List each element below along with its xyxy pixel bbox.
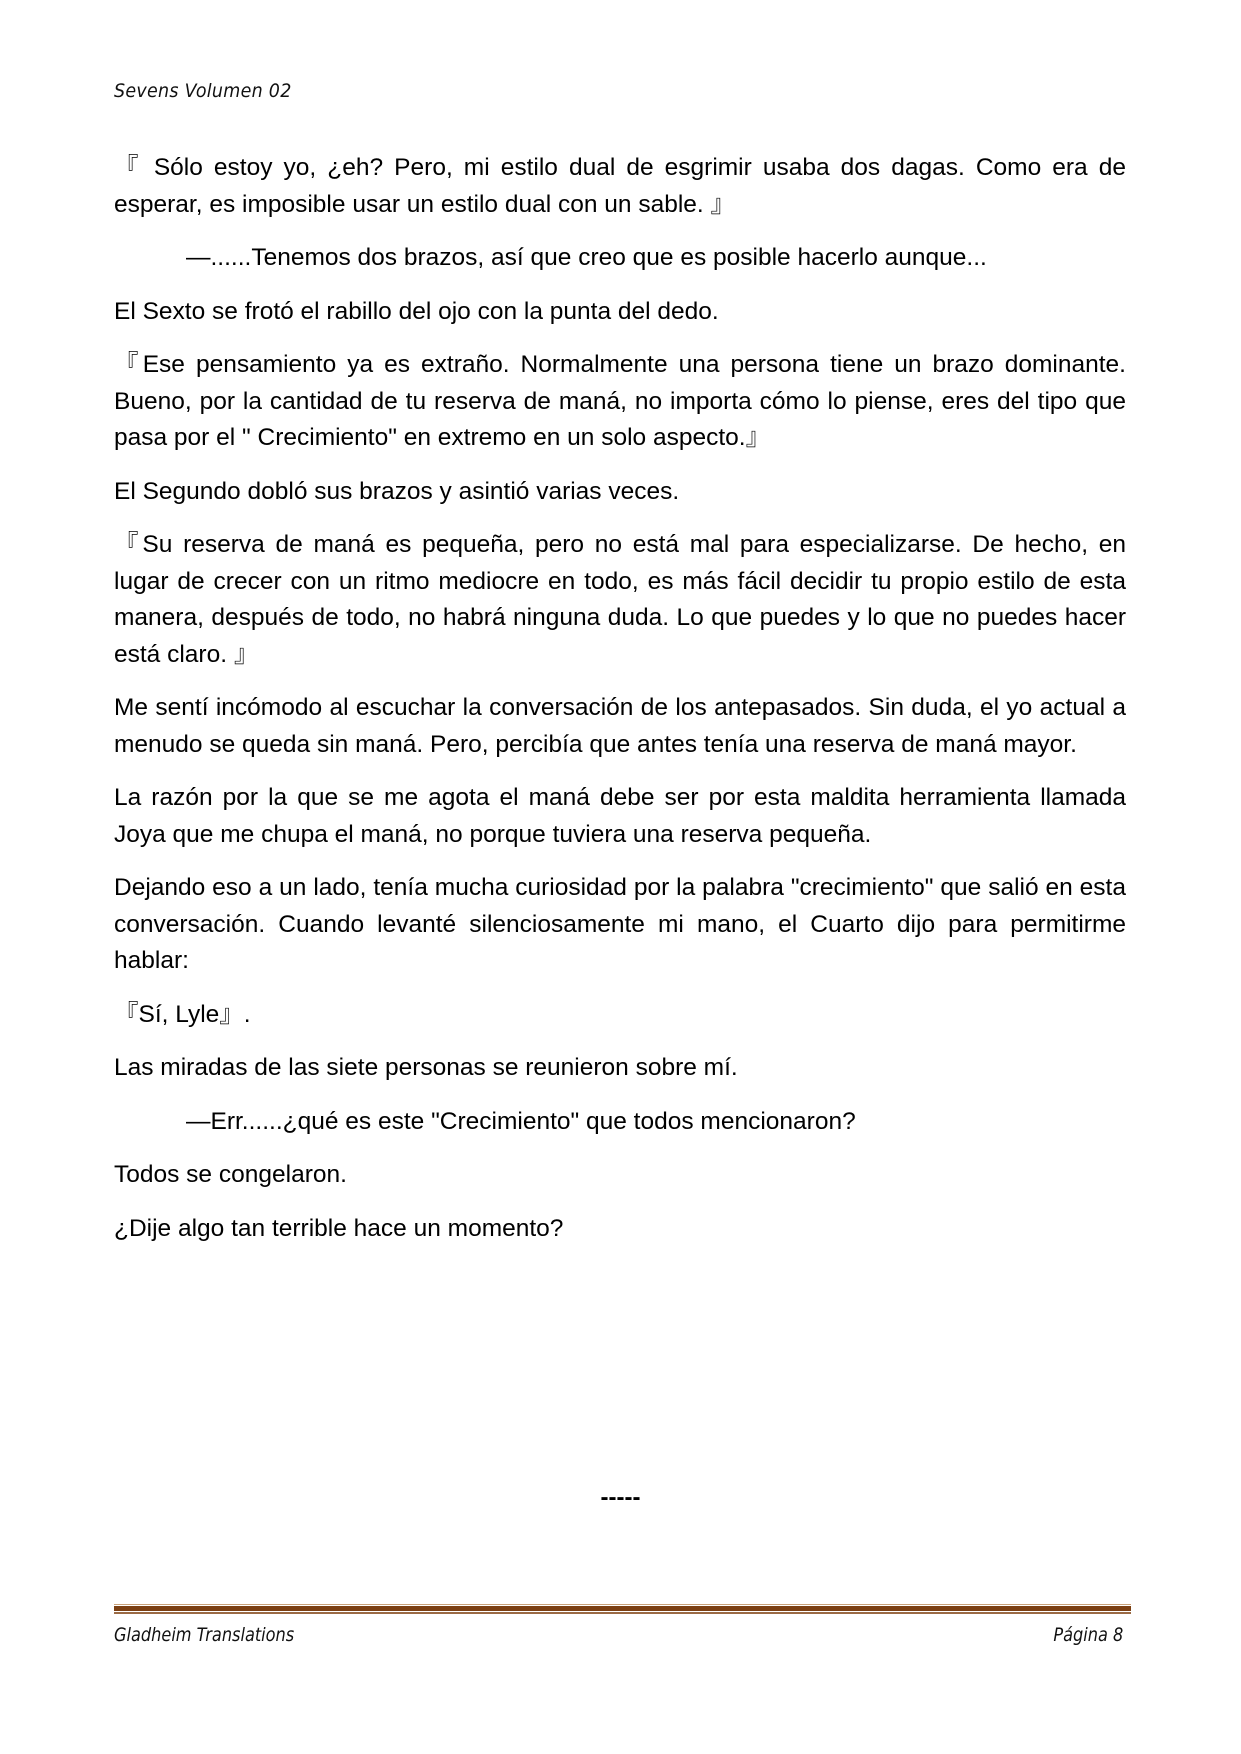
- paragraph: El Sexto se frotó el rabillo del ojo con la punta del dedo.: [114, 297, 719, 325]
- paragraph: Dejando eso a un lado, tenía mucha curiosidad por la palabra "crecimiento" que salió en esta conversación. Cuando levanté silenciosamente mi mano, el Cuarto dijo para permitirme hablar:: [114, 874, 1126, 974]
- paragraph: Las miradas de las siete personas se reunieron sobre mí.: [114, 1054, 738, 1081]
- paragraph: 『Ese pensamiento ya es extraño. Normalmente una persona tiene un brazo dominante. Bueno, por la cantidad de tu reserva de maná, no importa cómo lo piense, eres del tipo que pasa por el " Crecimiento" en extremo en un solo aspecto.』: [114, 351, 1126, 451]
- paragraph: —Err......¿qué es este "Crecimiento" que todos mencionaron?: [186, 1107, 856, 1135]
- footer-page-number: Página 8: [1053, 1624, 1123, 1646]
- paragraph: —......Tenemos dos brazos, así que creo que es posible hacerlo aunque...: [186, 244, 987, 271]
- footer-rule-main: [114, 1606, 1131, 1611]
- paragraph: La razón por la que se me agota el maná debe ser por esta maldita herramienta llamada Joya que me chupa el maná, no porque tuviera una reserva pequeña.: [114, 784, 1126, 848]
- footer-rule: [114, 1604, 1131, 1614]
- paragraph: El Segundo dobló sus brazos y asintió varias veces.: [114, 477, 680, 505]
- paragraph: 『 Sólo estoy yo, ¿eh? Pero, mi estilo dual de esgrimir usaba dos dagas. Como era de esperar, es imposible usar un estilo dual con un sable. 』: [114, 154, 1126, 218]
- paragraph: ¿Dije algo tan terrible hace un momento?: [114, 1214, 564, 1242]
- footer-translator: Gladheim Translations: [114, 1624, 295, 1646]
- body-text: [114, 150, 1126, 1264]
- paragraph: Todos se congelaron.: [114, 1161, 347, 1188]
- paragraph: Me sentí incómodo al escuchar la conversación de los antepasados. Sin duda, el yo actual a menudo se queda sin maná. Pero, percibía que antes tenía una reserva de maná mayor.: [114, 694, 1126, 758]
- scene-separator: -----: [600, 1484, 641, 1511]
- paragraph: 『Su reserva de maná es pequeña, pero no está mal para especializarse. De hecho, en lugar de crecer con un ritmo mediocre en todo, es más fácil decidir tu propio estilo de esta manera, después de todo, no habrá ninguna duda. Lo que puedes y lo que no puedes hacer está claro. 』: [114, 531, 1126, 668]
- footer-rule-bottom: [114, 1612, 1131, 1614]
- paragraph: 『Sí, Lyle』.: [114, 1000, 251, 1028]
- running-header: Sevens Volumen 02: [114, 80, 292, 102]
- footer-rule-top: [114, 1604, 1131, 1605]
